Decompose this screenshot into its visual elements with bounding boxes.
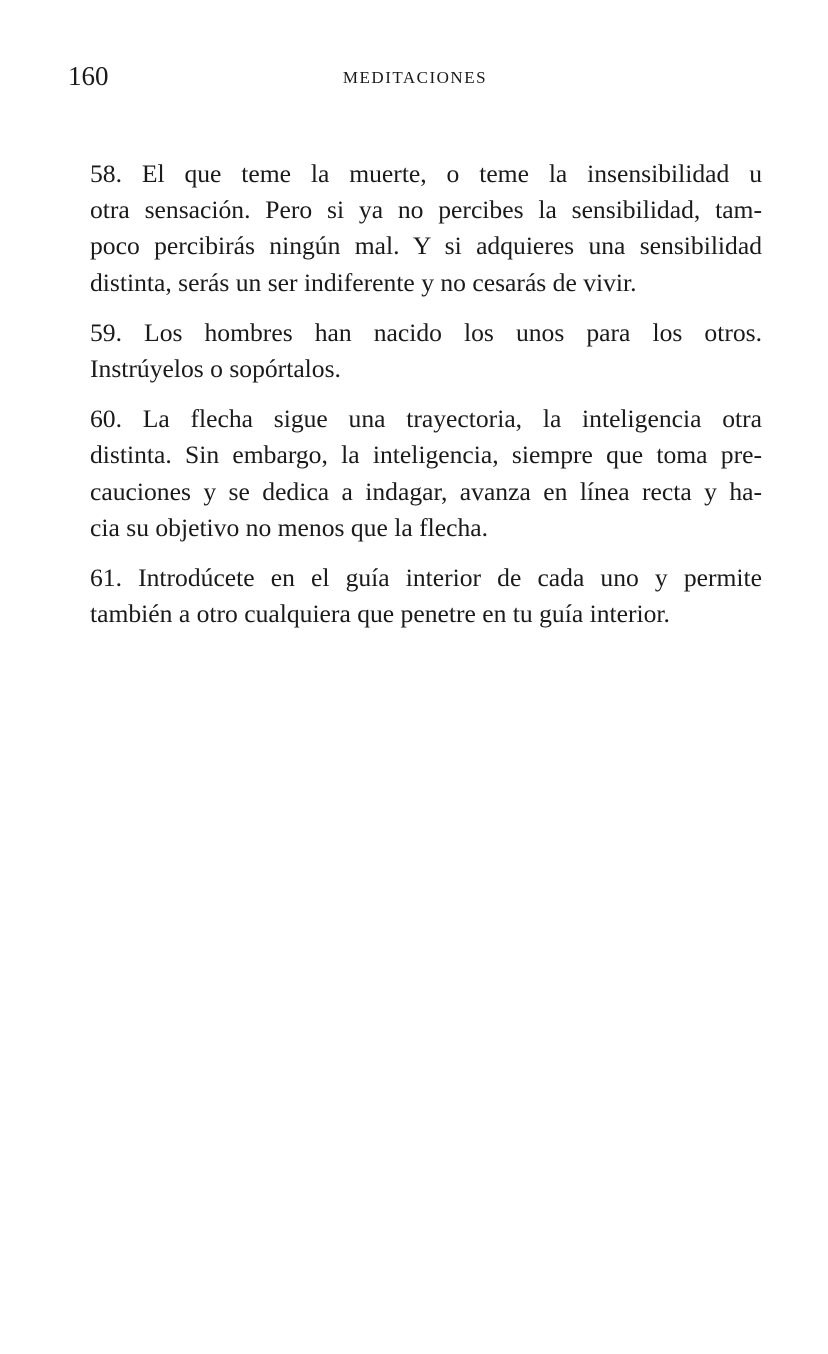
paragraph-line: cia su objetivo no menos que la flecha. — [90, 512, 489, 542]
paragraph-line: 60. La flecha sigue una trayectoria, la inteligencia otra — [90, 404, 762, 434]
paragraph-line: también a otro cualquiera que penetre en tu guía interior. — [90, 599, 670, 629]
paragraph-line: 61. Introdúcete en el guía interior de cada uno y permite — [90, 563, 762, 593]
paragraph-line: 58. El que teme la muerte, o teme la insensibilidad u — [90, 159, 762, 188]
paragraph-line: cauciones y se dedica a indagar, avanza en línea recta y ha- — [90, 476, 762, 506]
paragraph-58 — [68, 156, 762, 301]
paragraph-line: distinta, serás un ser indiferente y no cesarás de vivir. — [90, 267, 637, 297]
paragraph-61 — [68, 560, 762, 632]
running-title: MEDITACIONES — [342, 68, 488, 87]
paragraph-59 — [68, 315, 762, 387]
body-text — [68, 156, 762, 646]
paragraph-line: Instrúyelos o sopórtalos. — [90, 354, 341, 384]
paragraph-60 — [68, 401, 762, 546]
paragraph-line: otra sensación. Pero si ya no percibes la sensibilidad, tam- — [90, 195, 762, 225]
page-number: 160 — [68, 61, 109, 91]
paragraph-line: 59. Los hombres han nacido los unos para los otros. — [90, 317, 762, 347]
paragraph-line: poco percibirás ningún mal. Y si adquieres una sensibilidad — [90, 231, 762, 261]
running-head — [68, 58, 762, 98]
paragraph-line: distinta. Sin embargo, la inteligencia, siempre que toma pre- — [90, 440, 762, 470]
